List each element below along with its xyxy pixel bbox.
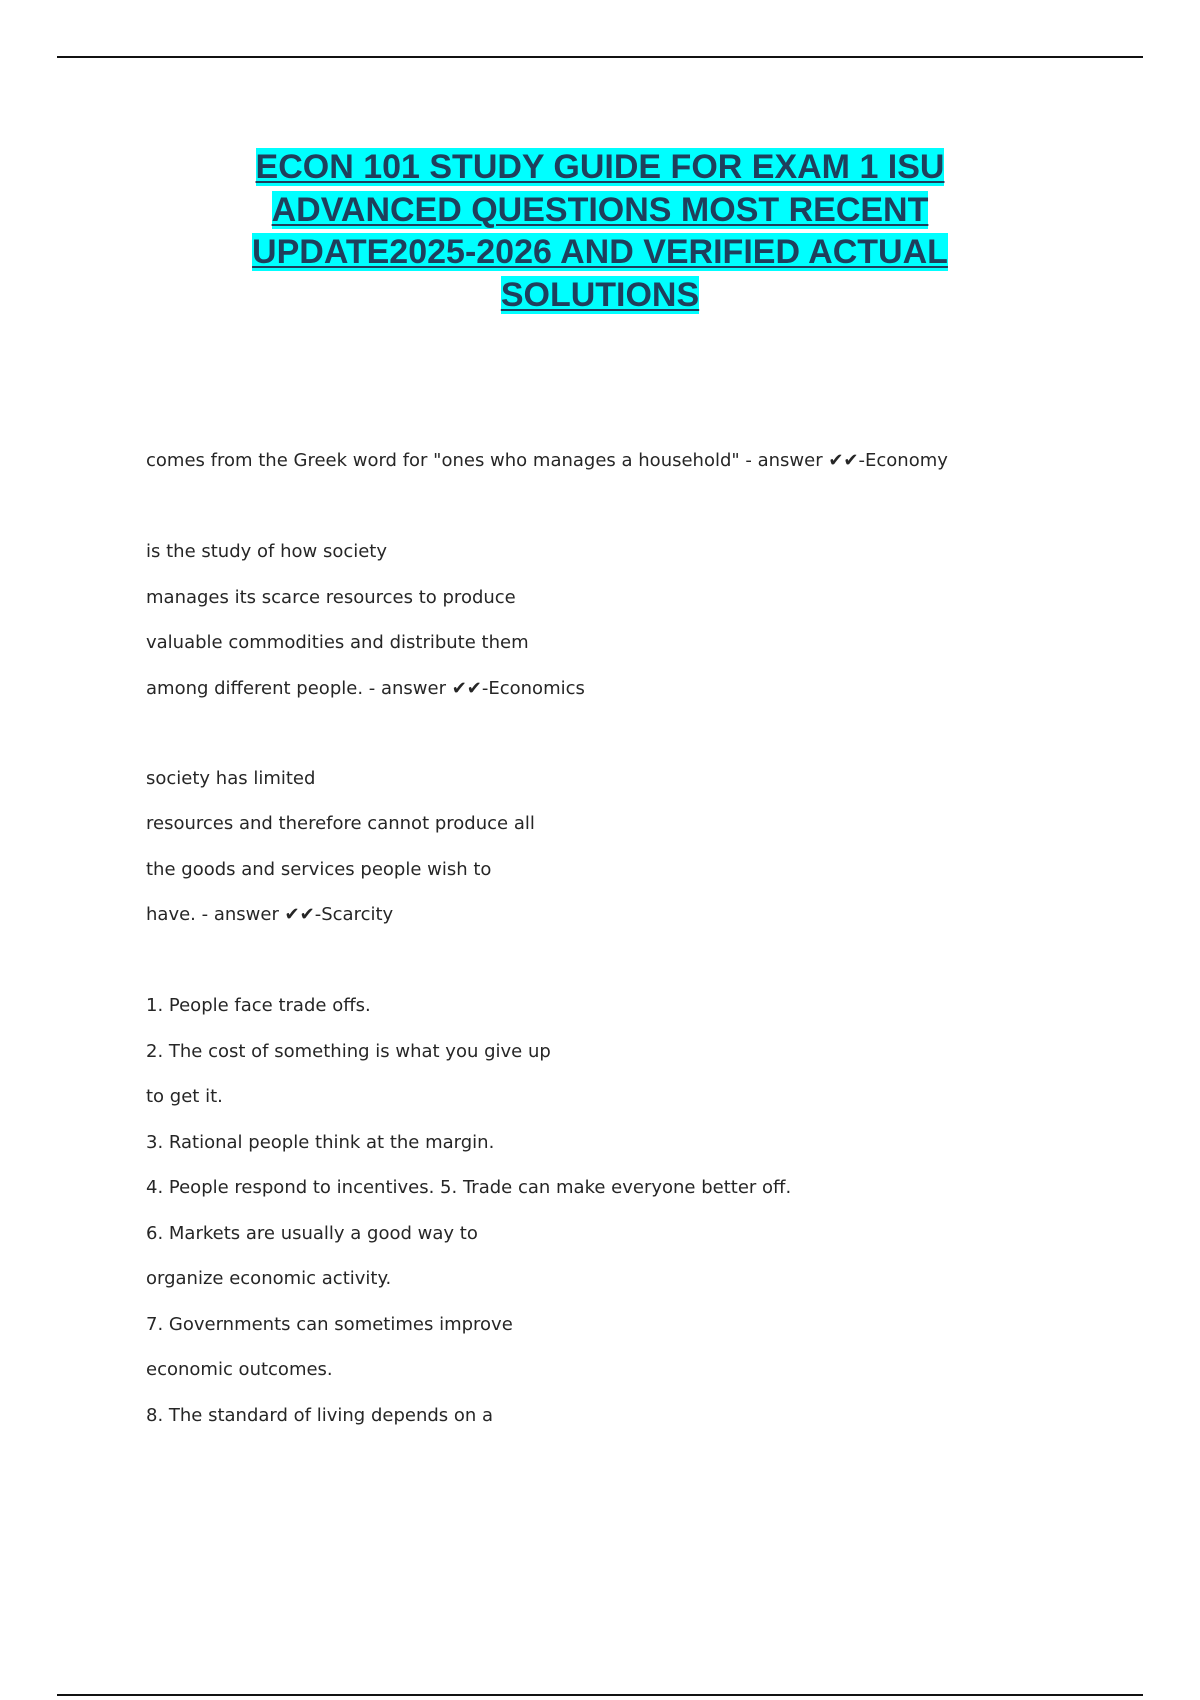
title-line — [150, 189, 1050, 232]
entry-scarcity-line: society has limited — [146, 768, 316, 789]
principles-list-line: 6. Markets are usually a good way to — [146, 1223, 478, 1244]
principles-list-line: economic outcomes. — [146, 1359, 333, 1380]
bottom-rule — [57, 1694, 1143, 1696]
title-line — [150, 146, 1050, 189]
entry-economics-line: among different people. - answer ✔✔-Economics — [146, 678, 585, 699]
entry-scarcity-line: resources and therefore cannot produce all — [146, 813, 535, 834]
top-rule — [57, 56, 1143, 58]
entry-economics-line: valuable commodities and distribute them — [146, 632, 529, 653]
title-line — [150, 274, 1050, 317]
entry-economy-line: comes from the Greek word for "ones who manages a household" - answer ✔✔-Economy — [146, 450, 948, 471]
title-line-text: ECON 101 STUDY GUIDE FOR EXAM 1 ISU — [255, 148, 945, 186]
entry-scarcity-line: have. - answer ✔✔-Scarcity — [146, 904, 394, 925]
principles-list-line: 7. Governments can sometimes improve — [146, 1314, 513, 1335]
title-line-text: SOLUTIONS — [500, 275, 700, 314]
title-line-text: ADVANCED QUESTIONS MOST RECENT — [271, 190, 929, 229]
principles-list-line: 1. People face trade offs. — [146, 995, 371, 1016]
principles-list-line: 8. The standard of living depends on a — [146, 1405, 494, 1426]
entry-economics-line: is the study of how society — [146, 541, 388, 562]
document-title — [150, 146, 1050, 316]
title-line-text: UPDATE2025-2026 AND VERIFIED ACTUAL — [252, 233, 948, 271]
title-line — [150, 231, 1050, 274]
entry-scarcity-line: the goods and services people wish to — [146, 859, 492, 880]
principles-list-line: organize economic activity. — [146, 1268, 392, 1289]
principles-list-line: 2. The cost of something is what you give up — [146, 1041, 551, 1062]
principles-list-line: 3. Rational people think at the margin. — [146, 1132, 495, 1153]
entry-economics-line: manages its scarce resources to produce — [146, 587, 516, 608]
principles-list-line: to get it. — [146, 1086, 223, 1107]
principles-list-line: 4. People respond to incentives. 5. Trade can make everyone better off. — [146, 1177, 792, 1198]
